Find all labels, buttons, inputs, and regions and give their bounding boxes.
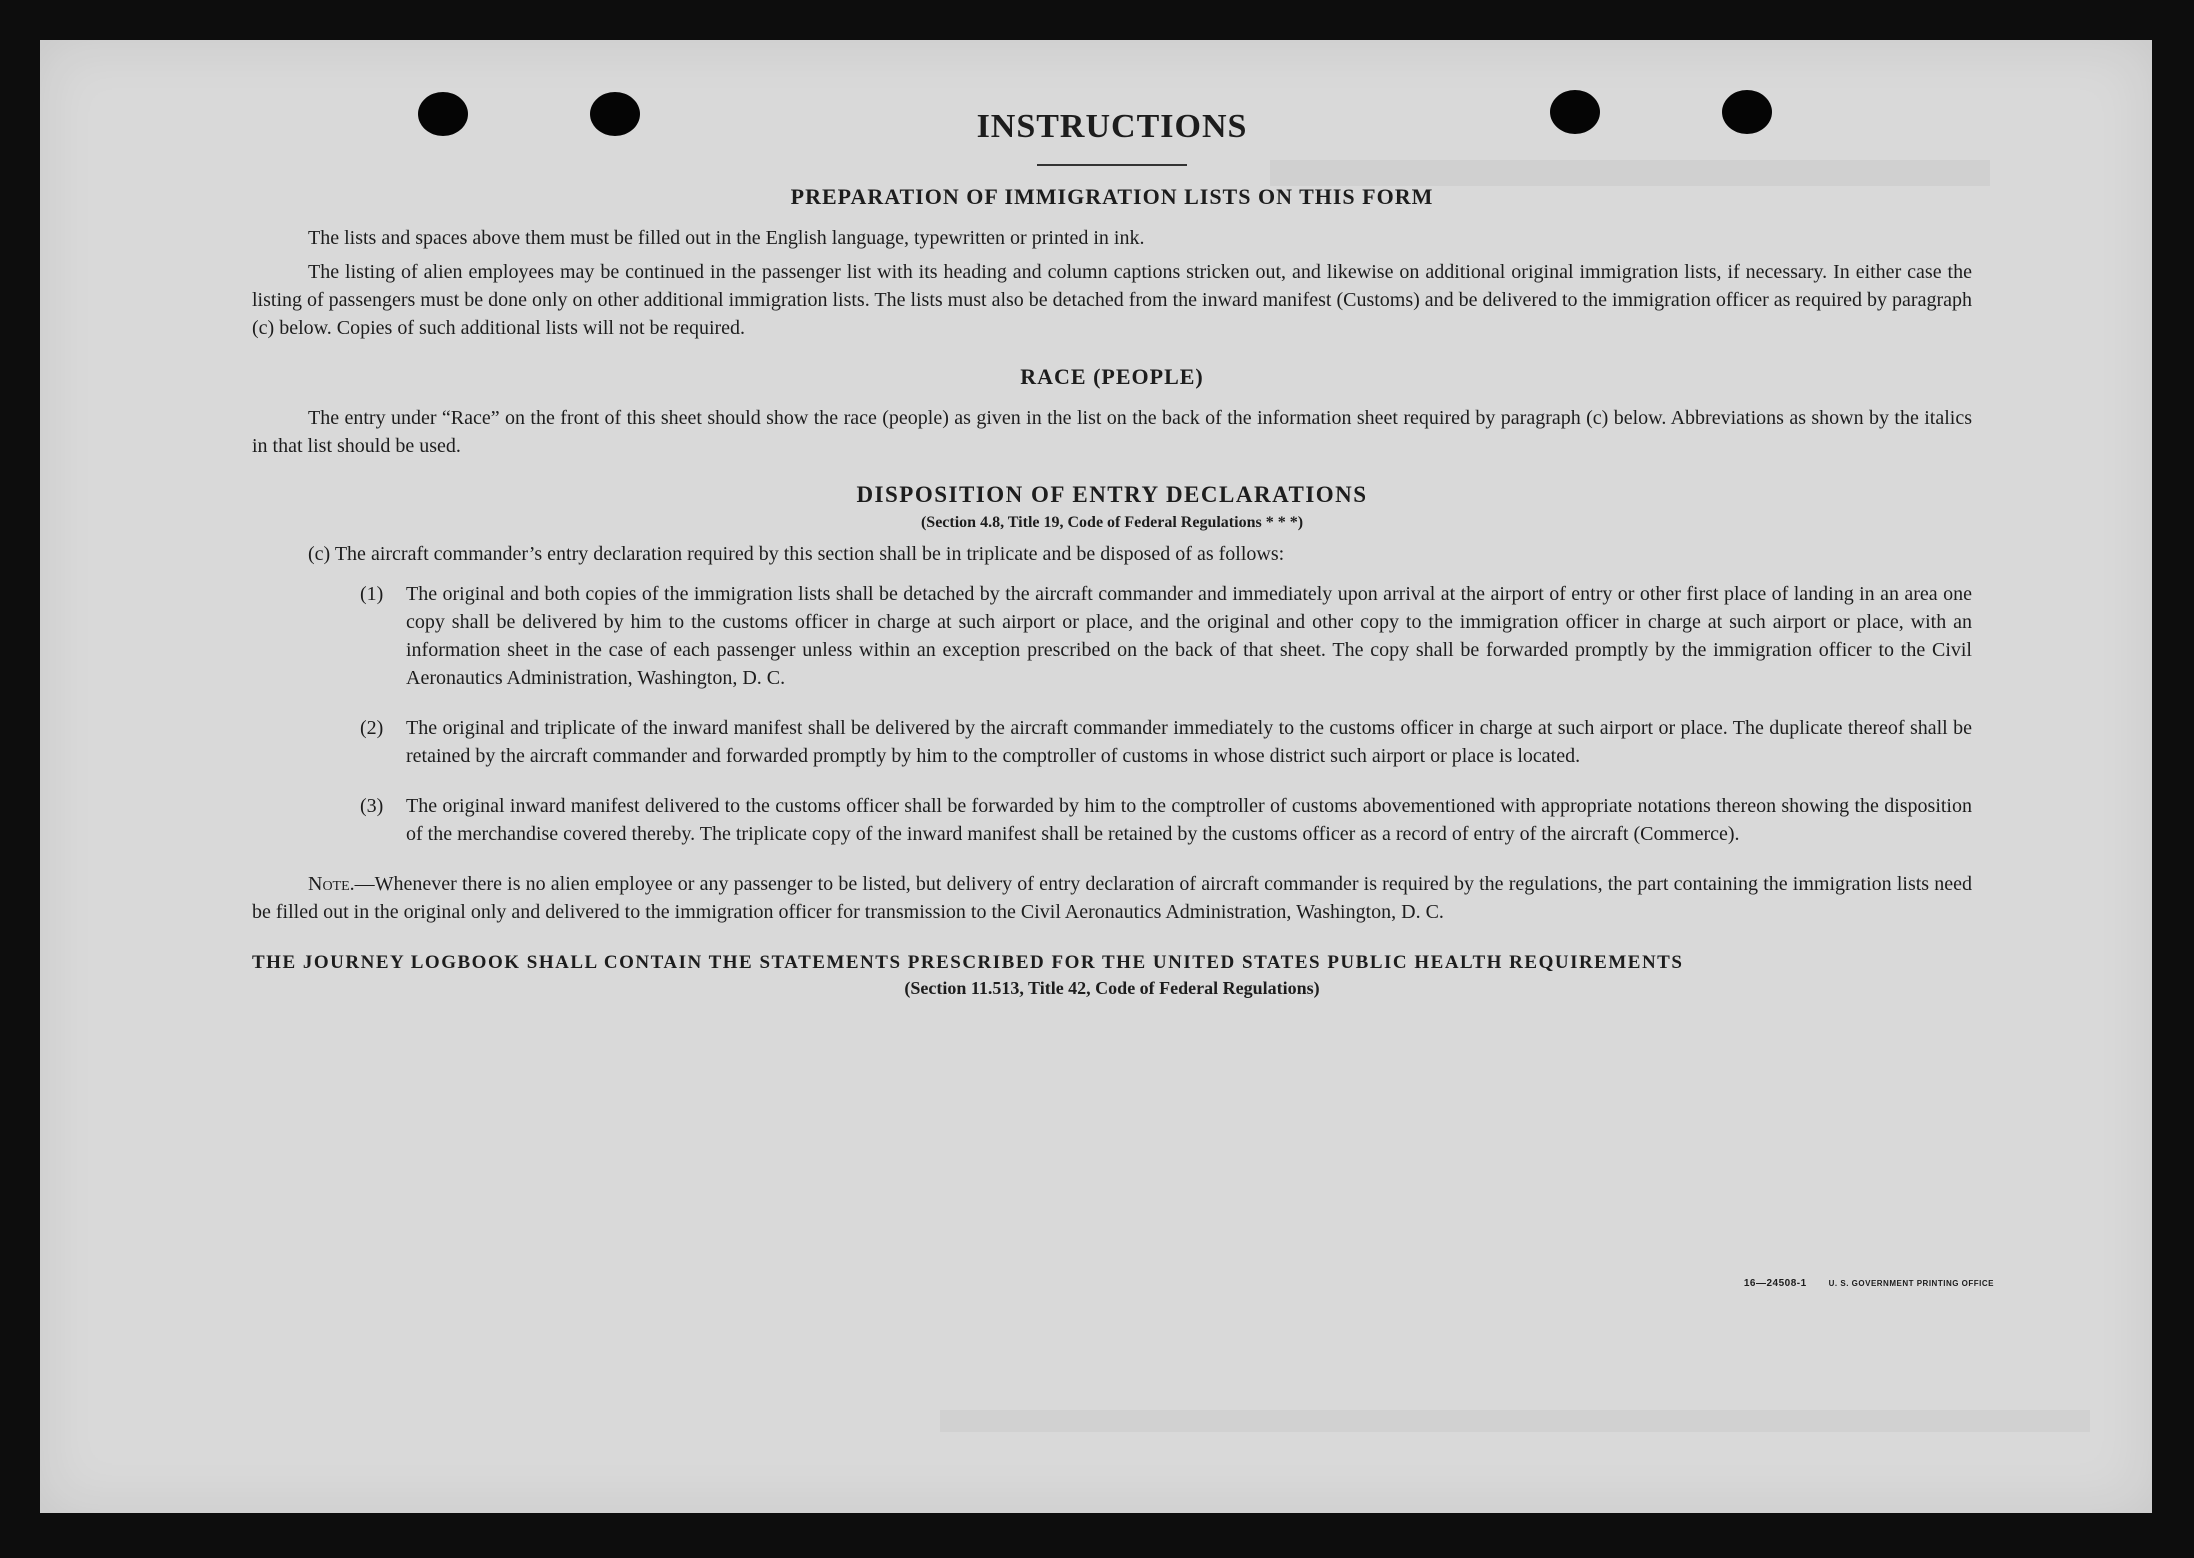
printer-name: U. S. GOVERNMENT PRINTING OFFICE [1828, 1279, 1994, 1288]
logbook-statement: THE JOURNEY LOGBOOK SHALL CONTAIN THE STATEMENTS PRESCRIBED FOR THE UNITED STATES PUBLIC HEALTH REQUIREMENTS [252, 952, 1684, 973]
logbook-citation: (Section 11.513, Title 42, Code of Federal Regulations) [904, 978, 1320, 998]
list-item [360, 714, 1972, 770]
note-paragraph [252, 870, 1972, 926]
list-item-number: (2) [360, 717, 384, 739]
title-underline [1037, 164, 1187, 166]
list-item-text: The original and triplicate of the inward manifest shall be delivered by the aircraft commander immediately to the customs officer in charge at such airport or place. The duplicate thereof shall be retained by the aircraft commander and forwarded promptly by him to the comptroller of customs in whose district such airport or place is located. [406, 717, 1972, 767]
list-item-text: The original inward manifest delivered to the customs officer shall be forwarded by him to the comptroller of customs abovementioned with appropriate notations thereon showing the disposition of the merchandise covered thereby. The triplicate copy of the inward manifest shall be retained by the customs officer as a record of entry of the aircraft (Commerce). [406, 795, 1972, 845]
form-number: 16—24508-1 [1743, 1278, 1807, 1289]
section-heading-race: RACE (PEOPLE) [1020, 364, 1204, 389]
instructions-body [252, 108, 1972, 999]
paragraph-c-text: The aircraft commander’s entry declaration required by this section shall be in triplicate and be disposed of as follows: [334, 543, 1285, 565]
list-item-text: The original and both copies of the immigration lists shall be detached by the aircraft commander and immediately upon arrival at the airport of entry or other first place of landing in an area one copy shall be delivered by him to the customs officer in charge at such airport or place, and the original and other copy to the immigration officer in charge at such airport or place, with an information sheet in the case of each passenger unless within an exception prescribed on the back of that sheet. The copy shall be forwarded promptly by the immigration officer to the Civil Aeronautics Administration, Washington, D. C. [406, 583, 1972, 689]
paragraph-c-intro [252, 540, 1972, 568]
list-item [360, 580, 1972, 692]
paragraph-race: The entry under “Race” on the front of this sheet should show the race (people) as given in the list on the back of the information sheet required by paragraph (c) below. Abbreviations as shown by the italics in that list should be used. [252, 407, 1972, 457]
section-heading-disposition: DISPOSITION OF ENTRY DECLARATIONS [856, 482, 1368, 507]
show-through-bleed [940, 1410, 2090, 1432]
note-text: —Whenever there is no alien employee or any passenger to be listed, but delivery of entry declaration of aircraft commander is required by the regulations, the part containing the immigration lists need be filled out in the original only and delivered to the immigration officer for transmission to the Civil Aeronautics Administration, Washington, D. C. [252, 873, 1972, 923]
paragraph-alien-employees: The listing of alien employees may be continued in the passenger list with its heading and column captions stricken out, and likewise on additional original immigration lists, if necessary. In either case the listing of passengers must be done only on other additional immigration lists. The lists must also be detached from the inward manifest (Customs) and be delivered to the immigration officer as required by paragraph (c) below. Copies of such additional lists will not be required. [252, 261, 1972, 339]
list-item [360, 792, 1972, 848]
section-heading-preparation: PREPARATION OF IMMIGRATION LISTS ON THIS FORM [790, 184, 1434, 209]
paragraph-label: (c) [308, 543, 331, 565]
list-item-number: (1) [360, 583, 384, 605]
paragraph-language: The lists and spaces above them must be filled out in the English language, typewritten or printed in ink. [308, 227, 1145, 249]
note-label: Note. [308, 873, 355, 895]
section-citation: (Section 4.8, Title 19, Code of Federal Regulations * * *) [920, 514, 1304, 531]
list-item-number: (3) [360, 795, 384, 817]
printer-imprint [1744, 1278, 1994, 1289]
page-title: INSTRUCTIONS [976, 108, 1248, 145]
